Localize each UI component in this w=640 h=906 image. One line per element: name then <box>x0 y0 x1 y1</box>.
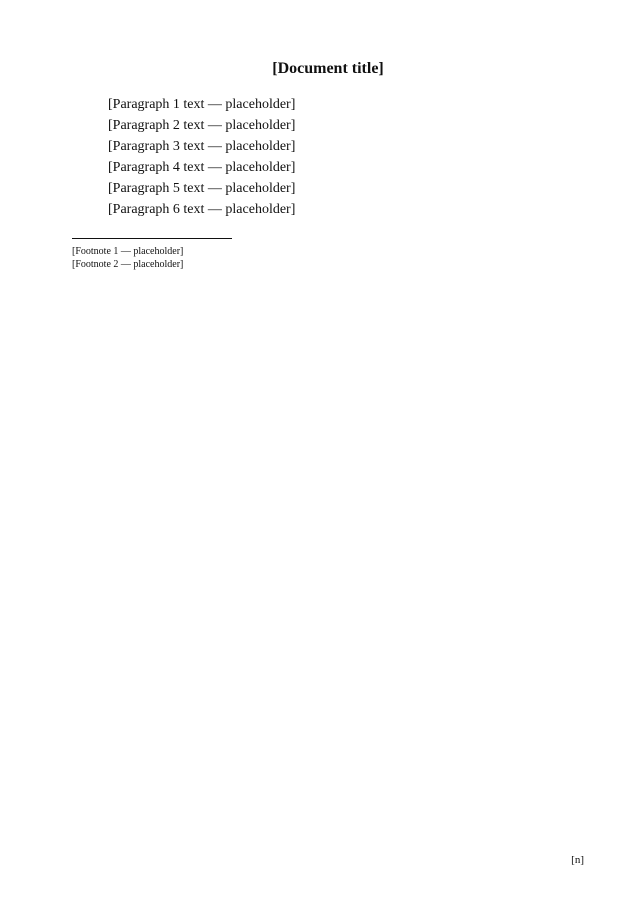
footnotes <box>72 245 584 271</box>
page-number: [n] <box>571 854 584 866</box>
document-title: [Document title] <box>272 60 384 77</box>
paragraph: [Paragraph 4 text — placeholder] <box>108 160 296 175</box>
document-body <box>72 94 584 220</box>
footnote-divider <box>72 238 232 239</box>
footnote: [Footnote 2 — placeholder] <box>72 259 184 270</box>
paragraph: [Paragraph 1 text — placeholder] <box>108 97 296 112</box>
paragraph: [Paragraph 3 text — placeholder] <box>108 139 296 154</box>
footnote: [Footnote 1 — placeholder] <box>72 246 184 257</box>
paragraph: [Paragraph 5 text — placeholder] <box>108 181 296 196</box>
paragraph: [Paragraph 2 text — placeholder] <box>108 118 296 133</box>
paragraph: [Paragraph 6 text — placeholder] <box>108 202 296 217</box>
